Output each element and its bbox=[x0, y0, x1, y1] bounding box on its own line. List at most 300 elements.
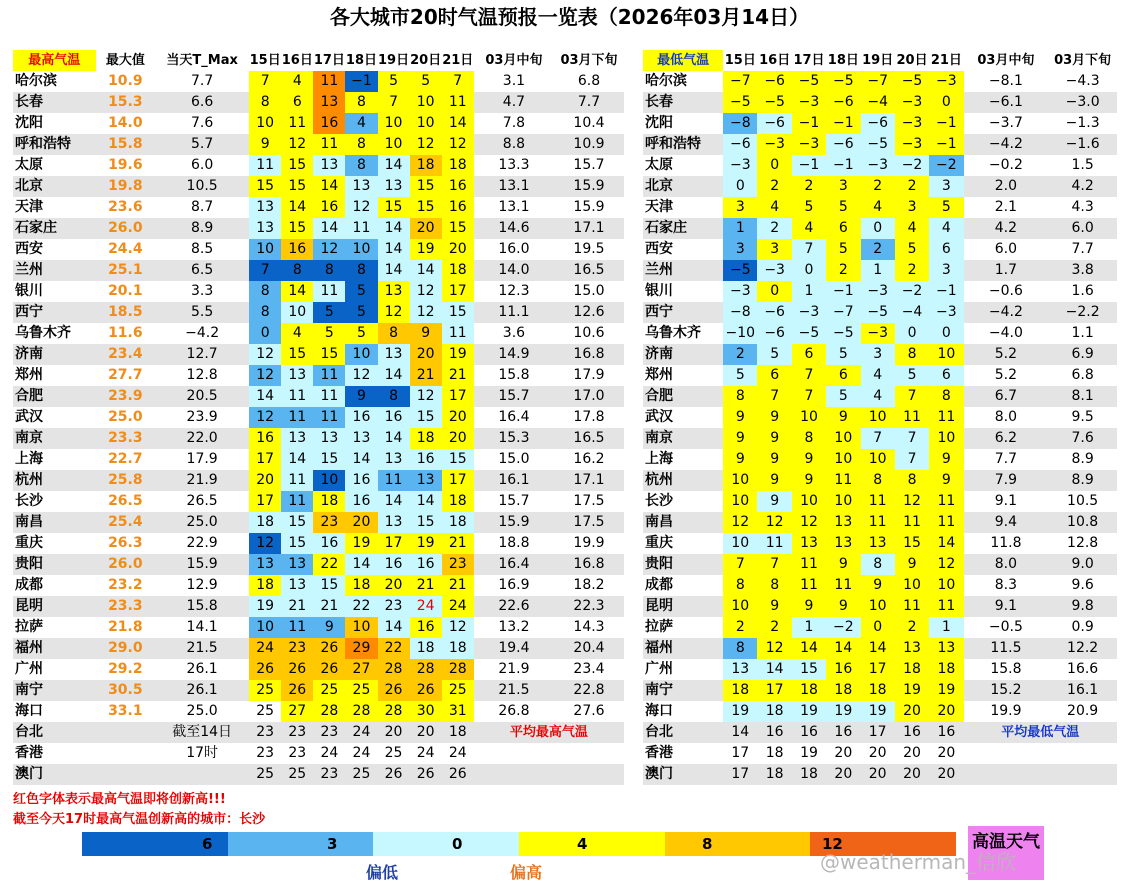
forecast-cell: 11 bbox=[345, 218, 377, 239]
forecast-cell: 9 bbox=[826, 596, 860, 617]
forecast-cell: 11 bbox=[792, 554, 826, 575]
table-row bbox=[643, 554, 1117, 575]
forecast-cell: 11 bbox=[313, 281, 345, 302]
late-month-value: 6.9 bbox=[1048, 344, 1117, 365]
today-tmax: 25.0 bbox=[155, 512, 249, 533]
late-month-value: 10.8 bbox=[1048, 512, 1117, 533]
city-name: 拉萨 bbox=[15, 619, 43, 635]
mid-month-value bbox=[474, 743, 554, 764]
mid-month-value: 15.2 bbox=[964, 680, 1049, 701]
forecast-cell: 10 bbox=[281, 302, 313, 323]
city-name: 合肥 bbox=[13, 386, 96, 407]
forecast-cell: 9 bbox=[723, 407, 757, 428]
late-month-value: 20.9 bbox=[1067, 703, 1099, 719]
forecast-cell: −8 bbox=[723, 113, 757, 134]
forecast-cell: 6 bbox=[792, 344, 826, 365]
forecast-cell: 4 bbox=[861, 197, 895, 218]
forecast-cell: 14 bbox=[410, 491, 442, 512]
forecast-cell: 8 bbox=[249, 281, 281, 302]
watermark: @weatherman_信欣 bbox=[820, 850, 1017, 874]
forecast-cell: 9 bbox=[723, 449, 757, 470]
forecast-cell: 7 bbox=[895, 449, 929, 470]
legend-mid-blue bbox=[228, 832, 374, 856]
table-row bbox=[13, 386, 624, 407]
forecast-cell: 9 bbox=[757, 491, 791, 512]
late-month-value: 9.0 bbox=[1048, 554, 1117, 575]
forecast-cell: 10 bbox=[723, 596, 757, 617]
forecast-cell: 24 bbox=[249, 638, 281, 659]
header-cell: 20日 bbox=[410, 53, 442, 68]
max-value: 10.9 bbox=[108, 73, 143, 89]
forecast-cell: 10 bbox=[345, 344, 377, 365]
late-month-value: 20.4 bbox=[554, 638, 624, 659]
forecast-cell: 7 bbox=[895, 386, 929, 407]
forecast-cell: 9 bbox=[757, 407, 791, 428]
forecast-cell: 16 bbox=[442, 176, 474, 197]
table-row bbox=[13, 638, 624, 659]
late-month-value: 10.9 bbox=[554, 134, 624, 155]
forecast-cell: 14 bbox=[410, 260, 442, 281]
forecast-cell: 0 bbox=[929, 323, 963, 344]
city-name: 贵阳 bbox=[13, 554, 96, 575]
forecast-cell: 14 bbox=[723, 722, 757, 743]
late-month-value bbox=[1048, 764, 1117, 785]
forecast-cell: 20 bbox=[410, 344, 442, 365]
table-row bbox=[13, 260, 624, 281]
forecast-cell: 10 bbox=[378, 134, 410, 155]
forecast-cell: 13 bbox=[345, 176, 377, 197]
max-value: 19.8 bbox=[96, 176, 156, 197]
forecast-cell: 15 bbox=[249, 176, 281, 197]
forecast-cell: −2 bbox=[826, 617, 860, 638]
late-month-value: 15.0 bbox=[573, 283, 605, 299]
forecast-cell: 18 bbox=[861, 680, 895, 701]
forecast-cell: 18 bbox=[442, 512, 474, 533]
forecast-cell: 10 bbox=[345, 239, 377, 260]
forecast-cell: 0 bbox=[723, 176, 757, 197]
late-month-value: 18.2 bbox=[573, 577, 605, 593]
late-month-value: −1.6 bbox=[1048, 134, 1117, 155]
mid-month-value: 11.8 bbox=[990, 535, 1022, 551]
table-row bbox=[643, 260, 1117, 281]
forecast-cell: −3 bbox=[929, 302, 963, 323]
forecast-cell: 23 bbox=[313, 764, 345, 785]
mid-month-value: 13.3 bbox=[498, 157, 530, 173]
forecast-cell: 11 bbox=[895, 407, 929, 428]
forecast-cell: 20 bbox=[937, 745, 956, 761]
forecast-cell: 10 bbox=[861, 596, 895, 617]
city-name: 乌鲁木齐 bbox=[15, 325, 71, 341]
forecast-cell: 19 bbox=[723, 701, 757, 722]
forecast-cell: 26 bbox=[442, 764, 474, 785]
forecast-cell: −3 bbox=[895, 92, 929, 113]
forecast-cell: 3 bbox=[929, 260, 963, 281]
mid-month-value: 16.9 bbox=[498, 577, 530, 593]
forecast-cell: 8 bbox=[345, 92, 377, 113]
forecast-cell: 10 bbox=[929, 428, 963, 449]
forecast-cell: 11 bbox=[895, 512, 929, 533]
forecast-cell: 18 bbox=[345, 575, 377, 596]
mid-month-value: 16.1 bbox=[474, 470, 554, 491]
late-month-value: 16.1 bbox=[1048, 680, 1117, 701]
city-name: 贵阳 bbox=[643, 554, 723, 575]
forecast-cell: 8 bbox=[723, 386, 757, 407]
forecast-cell: 11 bbox=[929, 512, 963, 533]
mid-month-value: 1.7 bbox=[964, 260, 1049, 281]
forecast-cell: −6 bbox=[757, 302, 791, 323]
forecast-cell: 1 bbox=[929, 617, 963, 638]
forecast-cell: −6 bbox=[757, 113, 791, 134]
city-name: 银川 bbox=[15, 283, 43, 299]
max-value: 33.1 bbox=[108, 703, 143, 719]
max-value bbox=[96, 722, 156, 743]
forecast-cell: −1 bbox=[792, 113, 826, 134]
forecast-cell: 19 bbox=[826, 701, 860, 722]
today-tmax: 17时 bbox=[186, 745, 219, 761]
table-row bbox=[643, 638, 1117, 659]
forecast-cell: 17 bbox=[378, 533, 410, 554]
forecast-cell: 20 bbox=[861, 764, 895, 785]
late-month-value: 9.8 bbox=[1048, 596, 1117, 617]
forecast-cell: 18 bbox=[765, 745, 784, 761]
forecast-cell: 12 bbox=[757, 638, 791, 659]
today-tmax: 14.1 bbox=[186, 619, 218, 635]
forecast-cell: 28 bbox=[378, 659, 410, 680]
forecast-cell: 24 bbox=[416, 745, 435, 761]
legend-tick-6: 6 bbox=[202, 835, 213, 853]
table-row bbox=[13, 365, 624, 386]
forecast-cell: 10 bbox=[249, 113, 281, 134]
forecast-cell: 11 bbox=[249, 155, 281, 176]
forecast-cell: 17 bbox=[861, 722, 895, 743]
late-month-value: 15.9 bbox=[554, 176, 624, 197]
forecast-cell: 5 bbox=[410, 71, 442, 92]
late-month-value: 15.7 bbox=[573, 157, 605, 173]
forecast-cell: 5 bbox=[826, 344, 860, 365]
forecast-cell: 16 bbox=[410, 449, 442, 470]
forecast-cell: 14 bbox=[281, 281, 313, 302]
late-month-value: 10.4 bbox=[573, 115, 605, 131]
forecast-cell: 13 bbox=[281, 428, 313, 449]
late-month-value: 16.6 bbox=[1067, 661, 1099, 677]
forecast-cell: 16 bbox=[281, 239, 313, 260]
late-month-value: 17.5 bbox=[573, 493, 605, 509]
forecast-cell: 20 bbox=[895, 701, 929, 722]
forecast-cell: 19 bbox=[929, 680, 963, 701]
forecast-cell: 29 bbox=[345, 638, 377, 659]
forecast-cell: −3 bbox=[757, 260, 791, 281]
today-tmax: 12.7 bbox=[155, 344, 249, 365]
table-row bbox=[13, 470, 624, 491]
forecast-cell: 8 bbox=[249, 302, 281, 323]
max-value: 29.0 bbox=[96, 638, 156, 659]
forecast-cell: 14 bbox=[378, 260, 410, 281]
header-cell: 17日 bbox=[793, 53, 825, 68]
forecast-cell: 28 bbox=[410, 659, 442, 680]
mid-month-value: 5.2 bbox=[964, 344, 1049, 365]
forecast-cell: −2 bbox=[895, 155, 929, 176]
table-row bbox=[643, 71, 1117, 92]
forecast-cell: −3 bbox=[895, 134, 929, 155]
forecast-cell: 0 bbox=[895, 323, 929, 344]
forecast-cell: 18 bbox=[410, 428, 442, 449]
forecast-cell: −7 bbox=[861, 71, 895, 92]
forecast-cell: 10 bbox=[410, 113, 442, 134]
late-month-value: 14.3 bbox=[573, 619, 605, 635]
forecast-cell: 10 bbox=[792, 491, 826, 512]
city-name: 杭州 bbox=[643, 470, 723, 491]
city-name: 南昌 bbox=[13, 512, 96, 533]
forecast-cell: 5 bbox=[757, 344, 791, 365]
table-row bbox=[13, 764, 624, 785]
forecast-cell: 12 bbox=[723, 512, 757, 533]
forecast-cell: 7 bbox=[249, 71, 281, 92]
header-cell: 03月中旬 bbox=[485, 53, 543, 68]
forecast-cell: 20 bbox=[442, 428, 474, 449]
forecast-cell: −6 bbox=[757, 323, 791, 344]
max-value: 11.6 bbox=[108, 325, 143, 341]
forecast-cell: 4 bbox=[929, 218, 963, 239]
forecast-cell: 15 bbox=[313, 575, 345, 596]
header-cell: 21日 bbox=[930, 53, 962, 68]
late-month-value: 16.8 bbox=[554, 344, 624, 365]
forecast-cell: 16 bbox=[410, 617, 442, 638]
forecast-cell: 8 bbox=[723, 638, 757, 659]
legend-tick-4: 4 bbox=[577, 835, 588, 853]
forecast-cell: −7 bbox=[723, 71, 757, 92]
mid-month-value: 6.7 bbox=[964, 386, 1049, 407]
forecast-cell: 8 bbox=[378, 323, 410, 344]
today-tmax: 15.9 bbox=[155, 554, 249, 575]
table-row bbox=[643, 680, 1117, 701]
forecast-cell: 11 bbox=[281, 386, 313, 407]
forecast-cell: 28 bbox=[313, 701, 345, 722]
forecast-cell: 15 bbox=[442, 302, 474, 323]
forecast-cell: 21 bbox=[442, 533, 474, 554]
forecast-cell: 11 bbox=[792, 575, 826, 596]
forecast-cell: 14 bbox=[378, 155, 410, 176]
forecast-cell: 13 bbox=[378, 281, 410, 302]
forecast-cell: 7 bbox=[757, 554, 791, 575]
forecast-cell: 7 bbox=[792, 386, 826, 407]
max-value: 27.7 bbox=[108, 367, 143, 383]
forecast-cell: 12 bbox=[249, 344, 281, 365]
forecast-cell: 25 bbox=[313, 680, 345, 701]
forecast-cell: 9 bbox=[313, 617, 345, 638]
max-value: 26.0 bbox=[96, 218, 156, 239]
header-cell: 15日 bbox=[249, 53, 281, 68]
mid-month-value: 14.6 bbox=[474, 218, 554, 239]
table-row bbox=[13, 449, 624, 470]
forecast-cell: 6 bbox=[281, 92, 313, 113]
table-row bbox=[643, 197, 1117, 218]
table-row bbox=[643, 743, 1117, 764]
forecast-cell: −4 bbox=[895, 302, 929, 323]
forecast-cell: 11 bbox=[281, 470, 313, 491]
late-month-value: 12.8 bbox=[1067, 535, 1099, 551]
forecast-cell: 8 bbox=[723, 575, 757, 596]
forecast-cell: 18 bbox=[442, 155, 474, 176]
forecast-cell: −1 bbox=[826, 155, 860, 176]
table-row bbox=[13, 743, 624, 764]
mid-month-value: 11.1 bbox=[474, 302, 554, 323]
forecast-cell: 3 bbox=[723, 197, 757, 218]
forecast-cell: 7 bbox=[442, 71, 474, 92]
forecast-cell: 12 bbox=[281, 134, 313, 155]
mid-month-value: 18.8 bbox=[498, 535, 530, 551]
table-row bbox=[13, 428, 624, 449]
forecast-cell: 17 bbox=[442, 470, 474, 491]
table-row bbox=[13, 92, 624, 113]
table-row bbox=[13, 218, 624, 239]
forecast-cell: 23 bbox=[249, 722, 281, 743]
today-tmax: −4.2 bbox=[185, 325, 220, 341]
forecast-cell: 11 bbox=[895, 596, 929, 617]
forecast-cell: 11 bbox=[929, 596, 963, 617]
forecast-cell: 21 bbox=[410, 575, 442, 596]
mid-month-value: 16.0 bbox=[498, 241, 530, 257]
forecast-cell: 21 bbox=[281, 596, 313, 617]
forecast-cell: 19 bbox=[345, 533, 377, 554]
forecast-cell: 2 bbox=[861, 239, 895, 260]
table-row bbox=[643, 92, 1117, 113]
city-name: 昆明 bbox=[13, 596, 96, 617]
forecast-cell: −3 bbox=[861, 323, 895, 344]
mid-month-value: 15.7 bbox=[474, 386, 554, 407]
today-tmax: 3.3 bbox=[191, 283, 214, 299]
forecast-cell: −3 bbox=[723, 281, 757, 302]
forecast-cell: 8 bbox=[313, 260, 345, 281]
forecast-cell: 2 bbox=[895, 260, 929, 281]
table-row bbox=[13, 554, 624, 575]
record-city-note: 截至今天17时最高气温创新高的城市：长沙 bbox=[13, 812, 266, 827]
forecast-cell: 8 bbox=[345, 134, 377, 155]
forecast-cell: 17 bbox=[757, 680, 791, 701]
late-month-value: 6.8 bbox=[577, 73, 601, 89]
forecast-cell: 25 bbox=[281, 764, 313, 785]
forecast-cell: 16 bbox=[442, 197, 474, 218]
today-tmax: 21.5 bbox=[155, 638, 249, 659]
today-tmax bbox=[155, 764, 249, 785]
late-month-value: 10.6 bbox=[573, 325, 605, 341]
city-name: 济南 bbox=[643, 344, 723, 365]
forecast-cell: 23 bbox=[442, 554, 474, 575]
forecast-cell: −4 bbox=[861, 92, 895, 113]
mid-month-value: 13.1 bbox=[474, 176, 554, 197]
city-name: 呼和浩特 bbox=[643, 134, 723, 155]
city-name: 北京 bbox=[643, 176, 723, 197]
forecast-cell: 10 bbox=[929, 575, 963, 596]
today-tmax: 25.0 bbox=[186, 703, 218, 719]
forecast-cell: 13 bbox=[281, 554, 313, 575]
forecast-cell: −3 bbox=[792, 92, 826, 113]
header-cell: 19日 bbox=[862, 53, 894, 68]
forecast-cell: 3 bbox=[826, 176, 860, 197]
legend-high-temp-box: 高温天气 bbox=[968, 826, 1044, 880]
late-month-value: 3.8 bbox=[1048, 260, 1117, 281]
max-value: 25.8 bbox=[96, 470, 156, 491]
header-cell: 21日 bbox=[442, 53, 474, 68]
forecast-cell: 2 bbox=[826, 260, 860, 281]
forecast-cell: 7 bbox=[861, 428, 895, 449]
city-name: 哈尔滨 bbox=[645, 73, 687, 89]
forecast-cell: −5 bbox=[826, 323, 860, 344]
forecast-cell: 7 bbox=[757, 386, 791, 407]
forecast-cell: 28 bbox=[345, 701, 377, 722]
city-name: 香港 bbox=[15, 745, 43, 761]
table-row bbox=[643, 470, 1117, 491]
mid-month-value bbox=[474, 764, 554, 785]
late-month-value: 7.6 bbox=[1048, 428, 1117, 449]
forecast-cell: 18 bbox=[442, 491, 474, 512]
today-tmax: 8.9 bbox=[155, 218, 249, 239]
forecast-cell: 30 bbox=[410, 701, 442, 722]
forecast-cell: 19 bbox=[249, 596, 281, 617]
forecast-cell: −1 bbox=[929, 134, 963, 155]
today-tmax: 截至14日 bbox=[155, 722, 249, 743]
forecast-cell: 26 bbox=[378, 680, 410, 701]
forecast-cell: 7 bbox=[723, 554, 757, 575]
city-name: 哈尔滨 bbox=[15, 73, 57, 89]
forecast-cell: 6 bbox=[929, 365, 963, 386]
late-month-value: 10.5 bbox=[1067, 493, 1099, 509]
table-row bbox=[13, 281, 624, 302]
city-name: 长沙 bbox=[15, 493, 43, 509]
forecast-cell: 17 bbox=[723, 764, 757, 785]
late-month-value bbox=[554, 743, 624, 764]
forecast-cell: 8 bbox=[249, 92, 281, 113]
forecast-cell: −2 bbox=[895, 281, 929, 302]
forecast-cell: 11 bbox=[861, 512, 895, 533]
city-name: 南京 bbox=[643, 428, 723, 449]
legend-tick-3: 3 bbox=[327, 835, 338, 853]
max-value: 15.3 bbox=[96, 92, 156, 113]
mid-month-value: 2.0 bbox=[964, 176, 1049, 197]
forecast-cell: 14 bbox=[442, 113, 474, 134]
today-tmax: 15.8 bbox=[155, 596, 249, 617]
city-name: 南京 bbox=[13, 428, 96, 449]
mid-month-value: 8.0 bbox=[964, 554, 1049, 575]
forecast-cell: 9 bbox=[826, 407, 860, 428]
mid-month-value: 15.9 bbox=[474, 512, 554, 533]
mid-month-value: 3.1 bbox=[502, 73, 526, 89]
mid-month-value: 平均最低气温 bbox=[964, 722, 1117, 743]
forecast-cell: 18 bbox=[249, 512, 281, 533]
forecast-cell: 12 bbox=[249, 365, 281, 386]
late-month-value: 17.8 bbox=[573, 409, 605, 425]
mid-month-value: 19.9 bbox=[990, 703, 1022, 719]
city-name: 澳门 bbox=[13, 764, 96, 785]
forecast-cell: 13 bbox=[281, 365, 313, 386]
late-month-value: 15.9 bbox=[573, 199, 605, 215]
forecast-cell: 8 bbox=[792, 428, 826, 449]
forecast-cell: 6 bbox=[826, 218, 860, 239]
legend-yellow bbox=[519, 832, 665, 856]
today-tmax: 12.8 bbox=[186, 367, 218, 383]
forecast-cell: 12 bbox=[378, 302, 410, 323]
table-row bbox=[643, 176, 1117, 197]
mid-month-value bbox=[964, 764, 1049, 785]
max-value bbox=[96, 764, 156, 785]
today-tmax: 8.5 bbox=[191, 241, 214, 257]
header-cell: 17日 bbox=[313, 53, 345, 68]
forecast-cell: −3 bbox=[792, 134, 826, 155]
forecast-cell: 7 bbox=[249, 260, 281, 281]
forecast-cell: 16 bbox=[345, 470, 377, 491]
page-title: 各大城市20时气温预报一览表（2026年03月14日） bbox=[329, 5, 810, 29]
forecast-cell: 23 bbox=[313, 512, 345, 533]
max-value: 25.0 bbox=[108, 409, 143, 425]
